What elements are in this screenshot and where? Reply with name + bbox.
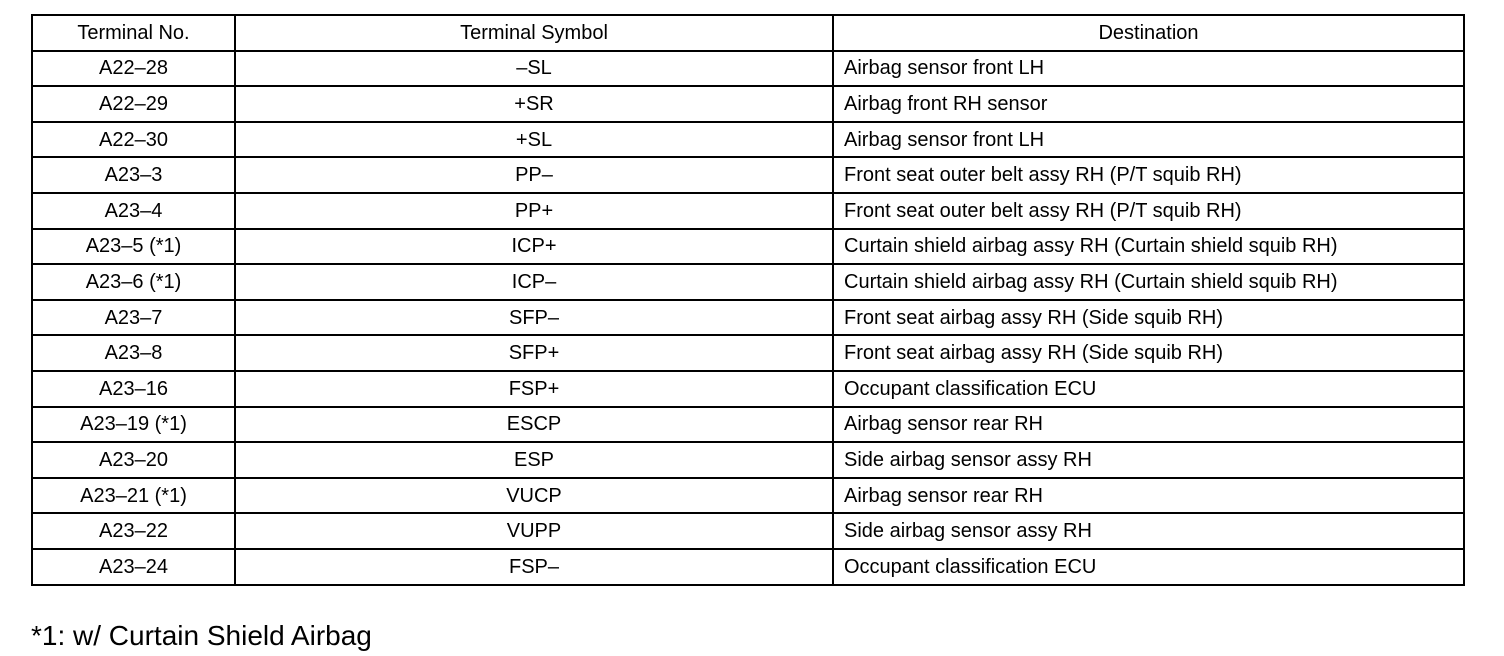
cell-destination: Occupant classification ECU [833,371,1464,407]
cell-destination: Occupant classification ECU [833,549,1464,585]
table-row [32,549,1464,585]
table-row [32,371,1464,407]
header-destination: Destination [833,15,1464,51]
table-row [32,300,1464,336]
cell-destination: Front seat airbag assy RH (Side squib RH) [833,300,1464,336]
cell-destination: Front seat outer belt assy RH (P/T squib RH) [833,157,1464,193]
cell-terminal-no: A23–22 [32,513,235,549]
table-row [32,157,1464,193]
cell-destination: Airbag sensor front LH [833,51,1464,87]
cell-terminal-symbol: ICP– [235,264,833,300]
cell-terminal-symbol: SFP+ [235,335,833,371]
cell-terminal-symbol: PP– [235,157,833,193]
cell-terminal-symbol: PP+ [235,193,833,229]
cell-terminal-no: A23–6 (*1) [32,264,235,300]
cell-terminal-symbol: –SL [235,51,833,87]
cell-destination: Airbag sensor front LH [833,122,1464,158]
table-row [32,264,1464,300]
cell-terminal-symbol: VUCP [235,478,833,514]
table-row [32,407,1464,443]
table-body [32,51,1464,585]
cell-terminal-no: A23–5 (*1) [32,229,235,265]
cell-terminal-symbol: ESCP [235,407,833,443]
table-row [32,86,1464,122]
cell-destination: Side airbag sensor assy RH [833,442,1464,478]
table-row [32,193,1464,229]
cell-destination: Front seat outer belt assy RH (P/T squib RH) [833,193,1464,229]
cell-terminal-symbol: +SL [235,122,833,158]
table-row [32,229,1464,265]
cell-terminal-no: A23–7 [32,300,235,336]
cell-terminal-no: A22–28 [32,51,235,87]
cell-terminal-no: A23–4 [32,193,235,229]
table-row [32,122,1464,158]
footnote: *1: w/ Curtain Shield Airbag [31,620,372,651]
cell-terminal-symbol: ESP [235,442,833,478]
cell-terminal-no: A23–21 (*1) [32,478,235,514]
cell-terminal-no: A23–3 [32,157,235,193]
cell-terminal-no: A23–19 (*1) [32,407,235,443]
header-terminal-symbol: Terminal Symbol [235,15,833,51]
cell-terminal-no: A23–20 [32,442,235,478]
table-row [32,51,1464,87]
terminal-table [31,14,1465,586]
cell-terminal-no: A23–8 [32,335,235,371]
cell-terminal-no: A23–16 [32,371,235,407]
cell-terminal-no: A22–30 [32,122,235,158]
cell-destination: Curtain shield airbag assy RH (Curtain shield squib RH) [833,229,1464,265]
cell-terminal-no: A23–24 [32,549,235,585]
cell-destination: Side airbag sensor assy RH [833,513,1464,549]
table-header-row [32,15,1464,51]
cell-terminal-no: A22–29 [32,86,235,122]
table-row [32,513,1464,549]
cell-destination: Front seat airbag assy RH (Side squib RH) [833,335,1464,371]
cell-destination: Airbag sensor rear RH [833,407,1464,443]
cell-destination: Curtain shield airbag assy RH (Curtain shield squib RH) [833,264,1464,300]
cell-terminal-symbol: ICP+ [235,229,833,265]
table-row [32,335,1464,371]
cell-destination: Airbag sensor rear RH [833,478,1464,514]
cell-destination: Airbag front RH sensor [833,86,1464,122]
table-row [32,478,1464,514]
cell-terminal-symbol: FSP– [235,549,833,585]
cell-terminal-symbol: SFP– [235,300,833,336]
cell-terminal-symbol: FSP+ [235,371,833,407]
cell-terminal-symbol: +SR [235,86,833,122]
table-row [32,442,1464,478]
cell-terminal-symbol: VUPP [235,513,833,549]
header-terminal-no: Terminal No. [32,15,235,51]
